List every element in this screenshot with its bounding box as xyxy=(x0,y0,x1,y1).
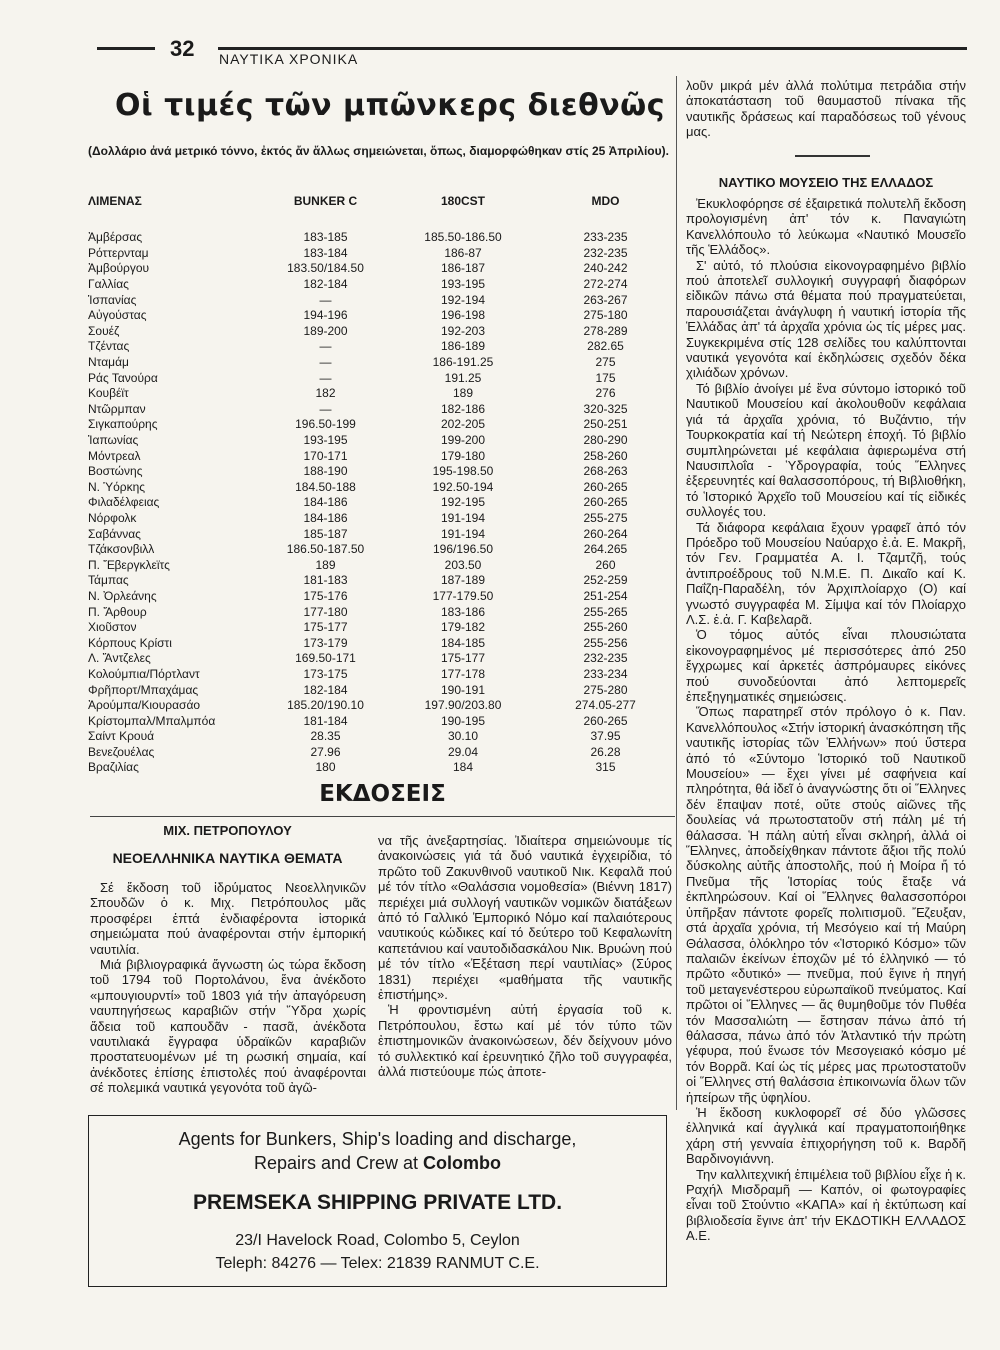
bunker-c-cell: 177-180 xyxy=(303,604,348,619)
bunker-c-cell: — xyxy=(319,339,332,354)
paragraph: Μιά βιβλιογραφικά ἄγνωστη ὡς τώρα ἔκδοση τοῦ 1794 τοῦ Πορτολάνου, ἕνα ἀνέκδοτο «μπουγιουρντί» τοῦ 1803 γιά τήν ἀπαγόρευση ναυπηγήσεως καραβιῶν στήν Ὕδρα χωρίς ἄδεια τοῦ καπουδᾶν - πασᾶ, ἀνέκδοτα ναυτιλιακά ἔγγραφα ὑδραϊκῶν καραβιῶν προστατευομένων μέ τη ρωσική σημαία, καί ἀνέκδοτες ἐπίσης ἐπιστολές πού ἀναφέρονται σέ πολεμικά ναυτικά γεγονότα τοῦ ἀγῶ- xyxy=(90,957,366,1096)
mdo-cell: 320-325 xyxy=(583,401,628,416)
mdo-cell: 260-265 xyxy=(583,713,628,728)
port-cell: Νταμάμ xyxy=(88,355,129,370)
table-row xyxy=(88,526,673,542)
table-row xyxy=(88,386,673,402)
mdo-cell: 233-235 xyxy=(583,230,628,245)
table-row xyxy=(88,464,673,480)
cst180-cell: 196-198 xyxy=(440,308,486,323)
port-cell: Κουβέϊτ xyxy=(88,386,129,401)
port-cell: Μόντρεαλ xyxy=(88,448,141,463)
table-row xyxy=(88,246,673,262)
mdo-cell: 275-180 xyxy=(583,308,628,323)
paragraph: Ἐκυκλοφόρησε σέ ἐξαιρετικά πολυτελῆ ἔκδοση προλογισμένη ἀπ' τόν κ. Παναγιώτη Κανελλόπουλο τό λεύκωμα «Ναυτικό Μουσεῖο τῆς Ἑλλάδος». xyxy=(686,196,966,258)
port-cell: Βραζιλίας xyxy=(88,760,139,775)
table-row xyxy=(88,261,673,277)
port-cell: Τζάκσονβιλλ xyxy=(88,542,155,557)
cst180-cell: 192-194 xyxy=(440,292,486,307)
table-row xyxy=(88,417,673,433)
port-cell: Τάμπας xyxy=(88,573,129,588)
table-row xyxy=(88,448,673,464)
mdo-cell: 264.265 xyxy=(583,542,628,557)
cst180-cell: 192.50-194 xyxy=(432,479,494,494)
museum-article-body xyxy=(686,196,966,1244)
mdo-cell: 276 xyxy=(595,386,616,401)
port-cell: Ἰαπωνίας xyxy=(88,433,139,448)
table-row xyxy=(88,589,673,605)
mdo-cell: 252-259 xyxy=(583,573,628,588)
mdo-cell: 255-265 xyxy=(583,604,628,619)
port-cell: Τζέντας xyxy=(88,339,130,354)
continued-text xyxy=(686,78,966,140)
column-header-180cst: 180CST xyxy=(440,194,486,208)
mdo-cell: 255-260 xyxy=(583,620,628,635)
mdo-cell: 282.65 xyxy=(587,339,624,354)
mdo-cell: 37.95 xyxy=(590,729,621,744)
paragraph: Ἡ ἔκδοση κυκλοφορεῖ σέ δύο γλῶσσες ἑλληνικά καί ἀγγλικά καί πραγματοποιήθηκε χάρη στή γενναία ἐπιχορήγηση τοῦ κ. Βαρδῆ Βαρδινογιάννη. xyxy=(686,1104,966,1167)
port-cell: Κρίστομπαλ/Μπαλμπόα xyxy=(88,713,216,728)
cst180-cell: 186-189 xyxy=(440,339,486,354)
mdo-cell: 275-280 xyxy=(583,682,628,697)
bunker-c-cell: 175-177 xyxy=(303,620,348,635)
cst180-cell: 202-205 xyxy=(440,417,486,432)
ad-line-2 xyxy=(89,1153,666,1174)
ad-company-name: PREMSEKA SHIPPING PRIVATE LTD. xyxy=(192,1191,563,1214)
bunker-prices-table xyxy=(88,194,673,776)
mdo-cell: 268-263 xyxy=(583,464,628,479)
bunker-c-cell: 173-179 xyxy=(303,635,348,650)
paragraph: Ὅπως παρατηρεῖ στόν πρόλογο ὁ κ. Παν. Κανελλόπουλος «Στήν ἱστορική ἀνασκόπηση τῆς ναυτικῆς ἱστορίας τῶν Ἑλλήνων» πού ὕστερα ἀπό τό «Σύντομο Ἱστορικό τοῦ Ναυτικοῦ Μουσείου» — ἔχει γίνει μέ σαφήνεια καί πληρότητα, θά ἰδεῖ ὁ ἀναγνώστης ὅτι οἱ Ἕλληνες δέν ἔπαψαν ποτέ, οὔτε στούς αἰῶνες τῆς δουλείας νά πρωτοστατοῦν στή πάλη μέ τή θάλασσα. Ἡ πάλη αὐτή εἶναι σκληρή, ἀλλά οἱ Ἕλληνες, ἀποδείχθηκαν πάντοτε ἄξιοι τῆς πολύ δύσκολης αὐτῆς ἀποστολῆς, πού ἡ Μοίρα ἤ τό Πνεῦμα τῆς Ἱστορίας τούς ἔταξε νά ἐκπληρώσουν. Καί οἱ Ἕλληνες θαλασσοπόροι ὑπῆρξαν πάντοτε φορεῖς πολιτισμοῦ. Ἔζευξαν, στά ἀρχαῖα χρόνια, τή Μεσόγειο καί τή Μαύρη Θάλασσα, ὁλόκληρο τόν «Ἱστορικό Κόσμο» τῶν παλαιῶν ἐκείνων ἐποχῶν μέ τό ἑλληνικό — τό πρῶτο «δυτικό» — πνεῦμα, πού ἔγινε ἡ πηγή τοῦ μεταγενέστερου εὐρωπαϊκοῦ πνεύματος. Καί πρῶτοι οἱ Ἕλληνες — ἄς θυμηθοῦμε τόν Πυθέα τόν Μασσαλιώτη — ἔστησαν πάνω ἀπό τή θάλασσα, πάνω ἀπό τόν Ἀτλαντικό τήν πρώτη γέφυρα, πού ἕνωσε τόν Μεσογειακό κόσμο μέ τόν Βορρᾶ. Καί ὡς τίς μέρες μας πρωτοστατοῦν οἱ Ἕλληνες στή θαλάσσια ἐπικοινωνία ὅλων τῶν ἠπείρων τῆς ὑφηλίου. xyxy=(686,704,966,1105)
port-cell: Ντῶρμπαν xyxy=(88,401,146,416)
bunker-c-cell: 188-190 xyxy=(303,464,348,479)
port-cell: Σαβάννας xyxy=(88,526,141,541)
cst180-cell: 193-195 xyxy=(440,277,486,292)
cst180-cell: 187-189 xyxy=(440,573,486,588)
bunker-c-cell: 193-195 xyxy=(303,433,348,448)
port-cell: Ράς Τανούρα xyxy=(88,370,158,385)
mdo-cell: 260-265 xyxy=(583,495,628,510)
table-row xyxy=(88,604,673,620)
column-header-port: ΛΙΜΕΝΑΣ xyxy=(88,194,142,208)
mdo-cell: 278-289 xyxy=(583,323,628,338)
table-row xyxy=(88,480,673,496)
port-cell: Ἱσπανίας xyxy=(88,292,137,307)
table-row xyxy=(88,433,673,449)
table-row xyxy=(88,355,673,371)
bunker-c-cell: 183-185 xyxy=(303,230,348,245)
column-header-bunker-c: BUNKER C xyxy=(293,194,358,208)
bunker-c-cell: 185.20/190.10 xyxy=(287,698,364,713)
table-row xyxy=(88,635,673,651)
bunker-c-cell: 196.50-199 xyxy=(295,417,356,432)
bunker-c-cell: 182-184 xyxy=(303,277,348,292)
bunker-c-cell: 189 xyxy=(315,557,336,572)
table-header-row xyxy=(88,194,673,216)
paragraph: Ὁ τόμος αὐτός εἶναι πλουσιώτατα εἰκονογραφημένος μέ περισσότερες ἀπό 250 ἔγχρωμες καί ἀρκετές ἀσπρόμαυρες εἰκόνες πού συνοδεύονται ἀπό λεπτομερεῖς ἐπεξηγηματικές σημειώσεις. xyxy=(686,627,966,704)
port-cell: Π. Ἔβεργκλεϊτς xyxy=(88,557,170,572)
cst180-cell: 196/196.50 xyxy=(432,542,494,557)
mdo-cell: 315 xyxy=(595,760,616,775)
table-row xyxy=(88,729,673,745)
bunker-c-cell: 186.50-187.50 xyxy=(286,542,365,557)
table-row xyxy=(88,292,673,308)
cst180-cell: 185.50-186.50 xyxy=(424,230,502,245)
cst180-cell: 203.50 xyxy=(444,557,482,572)
table-row xyxy=(88,557,673,573)
table-row xyxy=(88,682,673,698)
ad-telephone: Teleph: 84276 — Telex: 21839 RANMUT C.E. xyxy=(215,1255,540,1272)
mdo-cell: 232-235 xyxy=(583,651,628,666)
bunker-c-cell: 182 xyxy=(315,386,336,401)
port-cell: Π. Ἄρθουρ xyxy=(88,604,147,619)
cst180-cell: 30.10 xyxy=(447,729,479,744)
bunker-c-cell: 180 xyxy=(315,760,336,775)
publication-book-title: ΝΕΟΕΛΛΗΝΙΚΑ ΝΑΥΤΙΚΑ ΘΕΜΑΤΑ xyxy=(112,850,343,866)
publication-text-right xyxy=(378,833,672,1080)
cst180-cell: 197.90/203.80 xyxy=(424,698,502,713)
cst180-cell: 199-200 xyxy=(440,433,486,448)
cst180-cell: 186-191.25 xyxy=(432,355,494,370)
ad-location: Colombo xyxy=(423,1153,502,1173)
header-rule-left xyxy=(97,47,155,50)
bunker-c-cell: 181-183 xyxy=(303,573,348,588)
bunker-article-title: Οἱ τιμές τῶν μπῶνκερς διεθνῶς xyxy=(114,88,665,123)
bunker-c-cell: 182-184 xyxy=(303,682,348,697)
mdo-cell: 274.05-277 xyxy=(575,698,636,713)
cst180-cell: 190-195 xyxy=(440,713,486,728)
paragraph: Σέ ἔκδοση τοῦ ἱδρύματος Νεοελληνικῶν Σπουδῶν ὁ κ. Μιχ. Πετρόπουλος μᾶς προσφέρει ἑπτά ἐνδιαφέροντα ἱστορικά σημειώματα πού ἀναφέρονται στήν ἐμπορική ναυτιλία. xyxy=(90,880,366,957)
mdo-cell: 272-274 xyxy=(583,277,628,292)
port-cell: Βενεζουέλας xyxy=(88,744,155,759)
bunker-c-cell: — xyxy=(319,355,332,370)
column-header-mdo: MDO xyxy=(591,194,620,208)
header-rule-right xyxy=(218,47,967,50)
paragraph: Την καλλιτεχνική ἐπιμέλεια τοῦ βιβλίου εἶχε ἡ κ. Ραχήλ Μισδραμῆ — Καπόν, οἱ φωτογραφίες εἶναι τοῦ Στούντιο «ΚΑΠΑ» καί ἡ ἐκτύπωση καί βιβλιοδεσία ἔγινε ἀπ' τήν ΕΚΔΟΤΙΚΗ ΕΛΛΑΔΟΣ Α.Ε. xyxy=(686,1166,966,1244)
mdo-cell: 251-254 xyxy=(583,588,628,603)
bunker-c-cell: 175-176 xyxy=(303,588,348,603)
mdo-cell: 240-242 xyxy=(583,261,628,276)
paragraph: να τῆς ἀνεξαρτησίας. Ἰδιαίτερα σημειώνουμε τίς ἀνακοινώσεις γιά τά δυό ναυτικά ἐγχειρίδια, τό πρῶτο τοῦ Ζακυνθινοῦ ναυτικοῦ Νικ. Κεφαλᾶ πού μέ τόν τίτλο «Θαλάσσια νομοθεσία» (Βιέννη 1817) περιέχει μιά συλλογή ναυτικῶν νομικῶν διατάξεων ἀπό τό Γαλλικό Ἐμπορικό Νόμο καί παλαιότερους ναυτικούς κώδικες καί τό δεύτερο τοῦ Κεφαλωνίτη καπετάνιου καί ναυτοδιδασκάλου Νικ. Βρυώνη πού μέ τόν τίτλο «Ἐξέταση περί ναυτιλίας» (Σύρος 1831) περιέχει «μαθήματα τῆς ναυτικῆς ἐπιστήμης». xyxy=(378,833,672,1003)
bunker-c-cell: 181-184 xyxy=(303,713,348,728)
port-cell: Νόρφολκ xyxy=(88,510,137,525)
table-row xyxy=(88,495,673,511)
bunker-c-cell: 184-186 xyxy=(303,495,348,510)
paragraph: Τά διάφορα κεφάλαια ἔχουν γραφεῖ ἀπό τόν Πρόεδρο τοῦ Μουσείου Ναύαρχο ἐ.ἀ. Ε. Μακρῆ, τόν Γεν. Γραμματέα Α. Ι. Τζαμτζῆ, τούς ἀντιπροέδρους τοῦ Ν.Μ.Ε. Π. Δικαῖο καί Κ. Παΐζη-Παραδέλη, τόν Ἀρχιπλοίαρχο (Ο) καί γνωστό συγγραφέα Μ. Σίμψα καί τόν Πλοίαρχο Λ.Σ. ἐ.ἀ. Γ. Καβελαρᾶ. xyxy=(686,519,966,627)
publications-section-title: ΕΚΔΟΣΕΙΣ xyxy=(319,781,446,807)
table-row xyxy=(88,651,673,667)
port-cell: Σουέζ xyxy=(88,323,120,338)
cst180-cell: 182-186 xyxy=(440,401,486,416)
port-cell: Ἀρούμπα/Κιουρασάο xyxy=(88,698,201,713)
mdo-cell: 26.28 xyxy=(590,744,621,759)
cst180-cell: 177-179.50 xyxy=(432,588,494,603)
publication-text-left xyxy=(90,880,366,1096)
ad-line-2-text: Repairs and Crew at xyxy=(253,1153,424,1173)
table-row xyxy=(88,620,673,636)
bunker-c-cell: — xyxy=(319,370,332,385)
table-row xyxy=(88,667,673,683)
cst180-cell: 179-182 xyxy=(440,620,486,635)
paragraph: λοῦν μικρά μέν ἀλλά πολύτιμα πετράδια στήν ἀποκατάσταση τοῦ θαυμαστοῦ πίνακα τῆς ναυτικῆς δράσεως καί παραδόσεως τοῦ γένους μας. xyxy=(686,78,966,140)
page-number: 32 xyxy=(170,36,195,61)
paragraph: Σ' αὐτό, τό πλούσια εἰκονογραφημένο βιβλίο πού ἀποτελεῖ συλλογική συγγραφή διαφόρων εἰδικῶν πάνω στά θέματα πού πραγματεύεται, παρουσιάζεται ἀνάγλυφη ἡ ναυτική ἱστορία τῆς Ἑλλάδας ἀπ' τά ἀρχαῖα χρόνια ὡς τίς μέρες μας. Συγκεκριμένα στίς 128 σελίδες του καλύπτονται ναυτικά γεγονότα καί ἐκδηλώσεις σχεδόν δέκα χιλιάδων χρόνων. xyxy=(686,257,966,381)
cst180-cell: 29.04 xyxy=(447,744,479,759)
port-cell: Κολούμπια/Πόρτλαντ xyxy=(88,666,200,681)
port-cell: Βοστώνης xyxy=(88,464,143,479)
table-row xyxy=(88,745,673,761)
cst180-cell: 189 xyxy=(452,386,474,401)
cst180-cell: 191.25 xyxy=(444,370,482,385)
section-separator xyxy=(795,155,870,157)
port-cell: Λ. Ἄντζελες xyxy=(88,651,151,666)
table-row xyxy=(88,402,673,418)
cst180-cell: 179-180 xyxy=(440,448,486,463)
shipping-advertisement xyxy=(88,1115,667,1287)
cst180-cell: 186-87 xyxy=(444,245,482,260)
cst180-cell: 186-187 xyxy=(440,261,486,276)
bunker-c-cell: 183-184 xyxy=(303,245,348,260)
bunker-article-note: (Δολλάριο ἀνά μετρικό τόννο, ἐκτός ἄν ἄλλως σημειώνεται, ὅπως, διαμορφώθηκαν στίς 25 Ἀπριλίου). xyxy=(88,144,669,158)
column-divider xyxy=(676,76,677,1110)
ad-line-1: Agents for Bunkers, Ship's loading and discharge, xyxy=(178,1129,577,1149)
cst180-cell: 192-203 xyxy=(440,323,486,338)
mdo-cell: 175 xyxy=(595,370,616,385)
bunker-c-cell: — xyxy=(319,292,332,307)
bunker-c-cell: 169.50-171 xyxy=(295,651,356,666)
table-row xyxy=(88,324,673,340)
port-cell: Ρόττερνταμ xyxy=(88,245,149,260)
bunker-c-cell: 184-186 xyxy=(303,510,348,525)
mdo-cell: 260-264 xyxy=(583,526,628,541)
cst180-cell: 191-194 xyxy=(440,510,486,525)
mdo-cell: 260-265 xyxy=(583,479,628,494)
mdo-cell: 255-256 xyxy=(583,635,628,650)
cst180-cell: 191-194 xyxy=(440,526,486,541)
bunker-c-cell: 185-187 xyxy=(303,526,348,541)
paragraph: Ἡ φροντισμένη αὐτή ἐργασία τοῦ κ. Πετρόπουλου, ἔστω καί μέ τόν τύπο τῶν ἐπιστημονικῶν ἀνακοινώσεων, δέν δείχνουν μόνο τό συλλεκτικό καί ἐρευνητικό ζῆλο τοῦ συγγραφέα, ἀλλά πιστεύουμε πώς ἀποτε- xyxy=(378,1002,672,1080)
table-row xyxy=(88,760,673,776)
port-cell: Φιλαδέλφειας xyxy=(88,495,160,510)
mdo-cell: 263-267 xyxy=(583,292,628,307)
table-row xyxy=(88,308,673,324)
table-row xyxy=(88,542,673,558)
paragraph: Τό βιβλίο ἀνοίγει μέ ἕνα σύντομο ἱστορικό τοῦ Ναυτικοῦ Μουσείου καί ἀκολουθοῦν κεφάλαια γιά τά ἀρχαῖα χρόνια, τό Βυζάντιο, τήν Τουρκοκρατία καί τή Νεώτερη ἐποχή. Τό βιβλίο συμπληρώνεται μέ κεφάλαια ἀφιερωμένα στή Ναυσιπλοΐα - Ὑδρογραφία, τούς Ἕλληνες ἐξερευνητές καί θαλασσοπόρους, τή Βιβλιοθήκη, τό Ἱστορικό Ἀρχεῖο τοῦ Μουσείου καί τίς εἰδικές συλλογές του. xyxy=(686,380,966,520)
mdo-cell: 233-234 xyxy=(583,666,628,681)
ad-address: 23/I Havelock Road, Colombo 5, Ceylon xyxy=(235,1232,520,1249)
cst180-cell: 192-195 xyxy=(440,495,486,510)
table-row xyxy=(88,713,673,729)
bunker-c-cell: 173-175 xyxy=(303,666,348,681)
port-cell: Σαίντ Κρουά xyxy=(88,729,155,744)
mdo-cell: 255-275 xyxy=(583,510,628,525)
mdo-cell: 250-251 xyxy=(583,417,628,432)
mdo-cell: 275 xyxy=(595,355,616,370)
bunker-c-cell: 189-200 xyxy=(303,323,348,338)
table-row xyxy=(88,573,673,589)
table-row xyxy=(88,698,673,714)
publication-author: ΜΙΧ. ΠΕΤΡΟΠΟΥΛΟΥ xyxy=(163,823,292,838)
port-cell: Χιοῦστον xyxy=(88,620,137,635)
table-row xyxy=(88,230,673,246)
magazine-name: ΝΑΥΤΙΚΑ ΧΡΟΝΙΚΑ xyxy=(219,51,359,67)
table-row xyxy=(88,339,673,355)
table-row xyxy=(88,370,673,386)
cst180-cell: 184-185 xyxy=(440,635,486,650)
bunker-c-cell: 170-171 xyxy=(303,448,348,463)
port-cell: Ἀμβούργου xyxy=(88,261,150,276)
mdo-cell: 258-260 xyxy=(583,448,628,463)
section-rule xyxy=(90,816,675,817)
cst180-cell: 177-178 xyxy=(440,666,486,681)
port-cell: Ἀμβέρσας xyxy=(88,230,143,245)
cst180-cell: 190-191 xyxy=(440,682,486,697)
bunker-c-cell: 28.35 xyxy=(310,729,341,744)
mdo-cell: 260 xyxy=(595,557,616,572)
port-cell: Φρῆπορτ/Μπαχάμας xyxy=(88,682,199,697)
table-row xyxy=(88,511,673,527)
mdo-cell: 280-290 xyxy=(583,433,628,448)
museum-article-heading: ΝΑΥΤΙΚΟ ΜΟΥΣΕΙΟ ΤΗΣ ΕΛΛΑΔΟΣ xyxy=(718,175,934,190)
port-cell: Γαλλίας xyxy=(88,277,129,292)
mdo-cell: 232-235 xyxy=(583,245,628,260)
cst180-cell: 195-198.50 xyxy=(432,464,494,479)
bunker-c-cell: 194-196 xyxy=(303,308,348,323)
bunker-c-cell: — xyxy=(319,401,332,416)
cst180-cell: 184 xyxy=(452,760,474,775)
port-cell: Αὐγούστας xyxy=(88,308,147,323)
bunker-c-cell: 183.50/184.50 xyxy=(287,261,364,276)
port-cell: Ν. Ὑόρκης xyxy=(88,479,146,494)
table-row xyxy=(88,277,673,293)
bunker-c-cell: 27.96 xyxy=(310,744,341,759)
port-cell: Κόρπους Κρίστι xyxy=(88,635,172,650)
cst180-cell: 183-186 xyxy=(440,604,486,619)
port-cell: Ν. Ὀρλεάνης xyxy=(88,588,157,603)
cst180-cell: 175-177 xyxy=(440,651,486,666)
bunker-c-cell: 184.50-188 xyxy=(295,479,356,494)
port-cell: Σιγκαπούρης xyxy=(88,417,158,432)
